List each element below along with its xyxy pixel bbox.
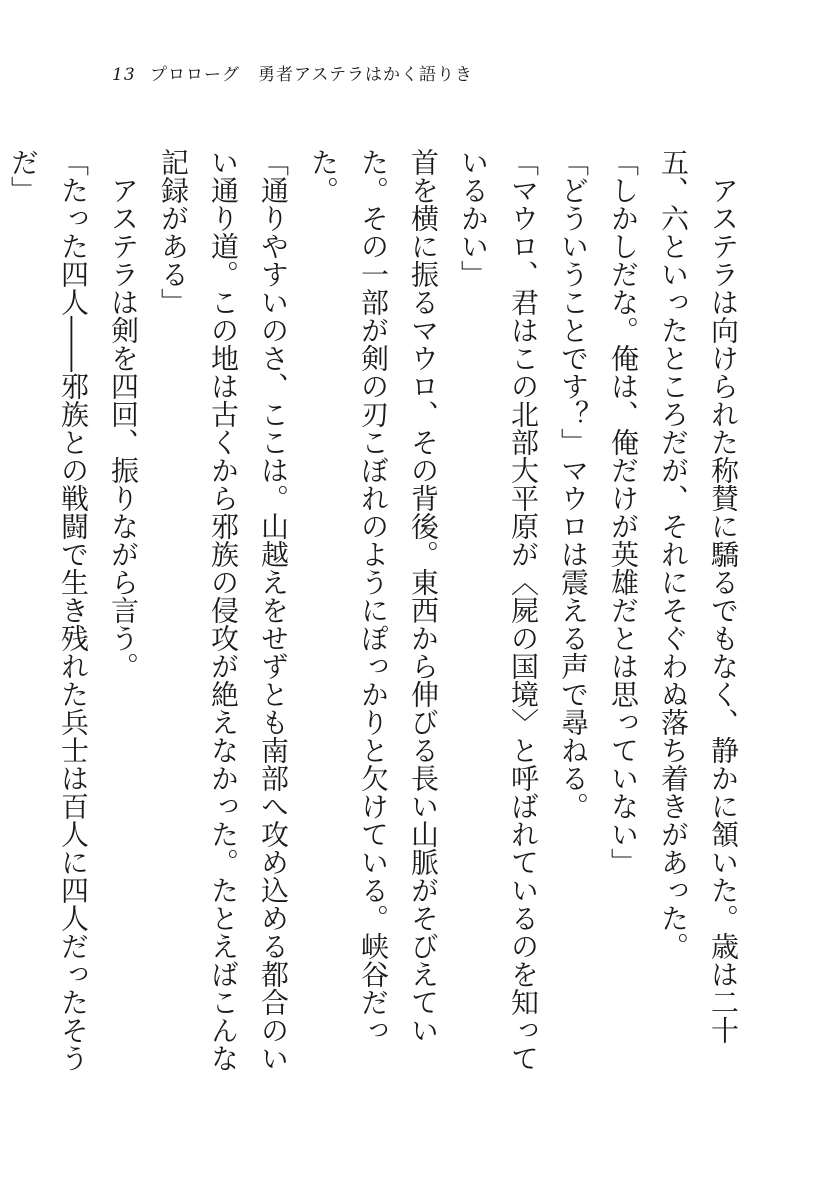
paragraph: 「たった四人――邪族との戦闘で生き残れた兵士は百人に四人だったそうだ」 [7, 148, 90, 1072]
paragraph: 「マウロ、君はこの北部大平原が〈屍の国境〉と呼ばれているのを知っているかい」 [457, 148, 540, 1072]
paragraph: 「通りやすいのさ、ここは。山越えをせずとも南部へ攻め込める都合のいい通り道。この地は古くから邪族の侵攻が絶えなかった。たとえばこんな記録がある」 [157, 148, 290, 1072]
paragraph: 首を横に振るマウロ、その背後。東西から伸びる長い山脈がそびえていた。その一部が剣の刃こぼれのようにぽっかりと欠けている。峡谷だった。 [307, 148, 440, 1044]
paragraph: アステラは剣を四回、振りながら言う。 [107, 176, 140, 680]
paragraph: 「どういうことです？」マウロは震える声で尋ねる。 [557, 148, 590, 820]
vertical-body-text [7, 148, 748, 1098]
page-number: 13 [112, 65, 136, 85]
chapter-title: プロローグ 勇者アステラはかく語りき [150, 65, 474, 85]
paragraph: アステラは向けられた称賛に驕るでもなく、静かに頷いた。歳は二十五、六といったところだが、それにそぐわぬ落ち着きがあった。 [657, 148, 740, 1044]
paragraph: 「しかしだな。俺は、俺だけが英雄だとは思っていない」 [607, 148, 640, 876]
running-header [112, 60, 473, 85]
